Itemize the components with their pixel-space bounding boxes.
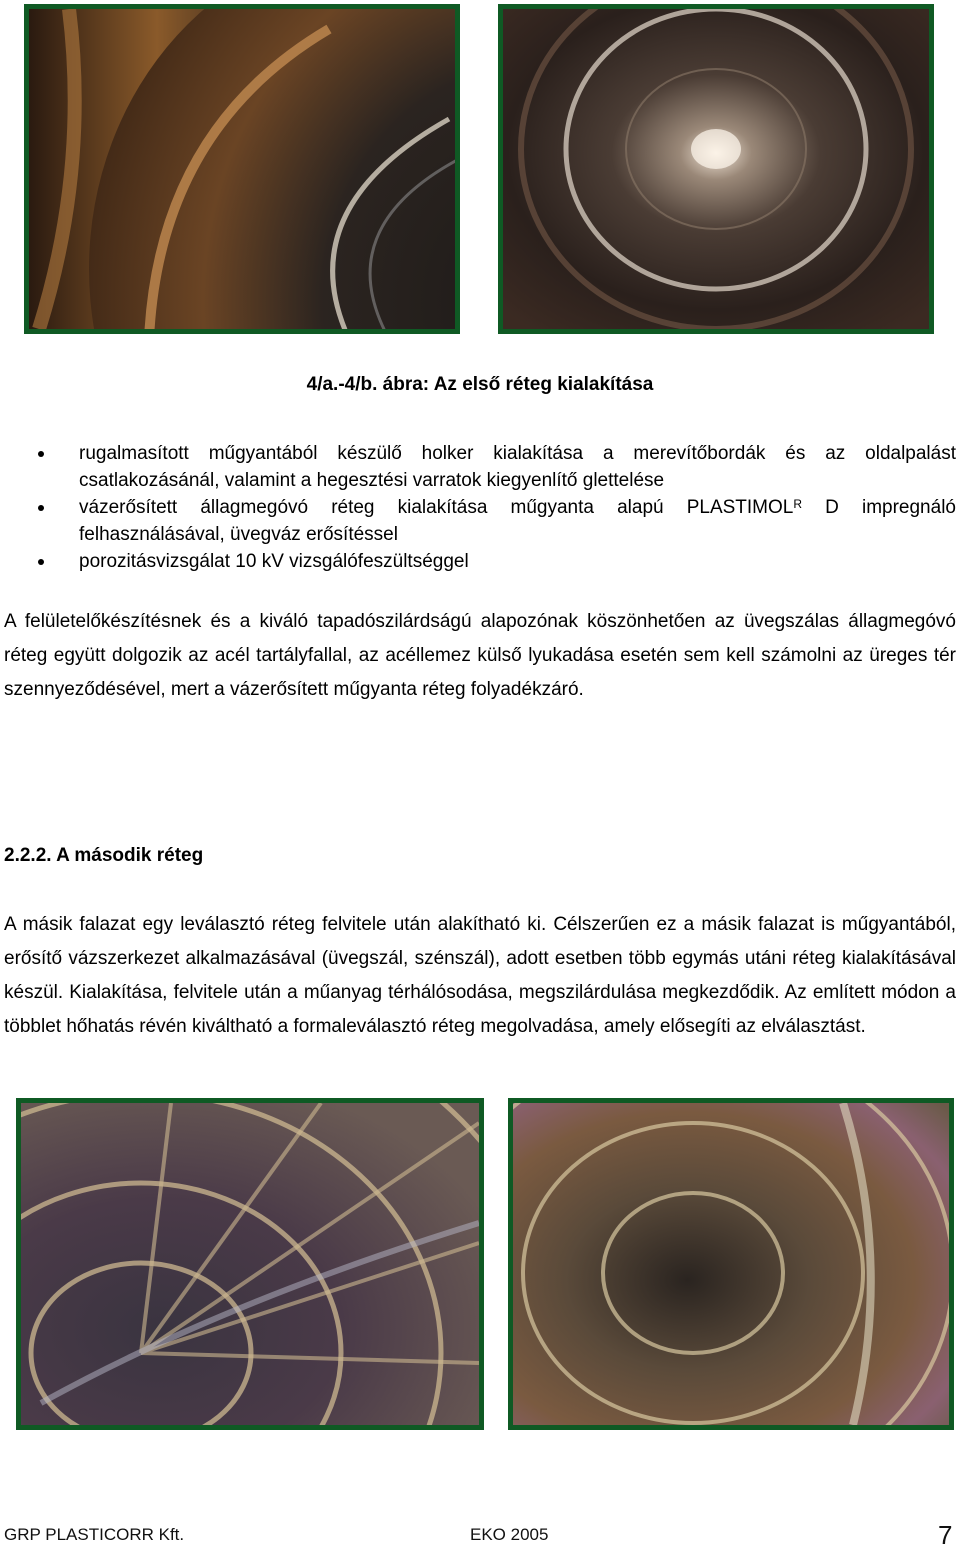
paragraph: A másik falazat egy leválasztó réteg felvitele után alakítható ki. Célszerűen ez a másik falazat is műgyantából, erősítő vázszerkezet alkalmazásával (üvegszál, szénszál), adott esetben több egymás utáni réteg kialakításával készül. Kialakítása, felvitele után a műanyag térhálósodása, megszilárdulása megkezdődik. Az említett módon a többlet hőhatás révén kiváltható a formaleválasztó réteg megolvadása, amely elősegíti az elválasztást. <box>4 914 956 1037</box>
footer-event: EKO 2005 <box>470 1525 549 1544</box>
page-number: 7 <box>938 1520 953 1550</box>
section-heading: 2.2.2. A második réteg <box>4 845 204 866</box>
photo-4a <box>24 4 460 334</box>
photo-4b-image <box>503 9 929 329</box>
superscript: R <box>793 497 803 511</box>
list-item <box>0 494 960 548</box>
bullet-icon <box>38 559 44 565</box>
list-item-text: rugalmasított műgyantából készülő holker kialakítása a merevítőbordák és az oldalpalást csatlakozásánál, valamint a hegesztési varratok kiegyenlítő glettelése <box>79 443 956 491</box>
photo-5a-image <box>21 1103 479 1425</box>
bullet-icon <box>38 451 44 457</box>
paragraph: A felületelőkészítésnek és a kiváló tapadószilárdságú alapozónak köszönhetően az üvegszálas állagmegóvó réteg együtt dolgozik az acél tartályfallal, az acéllemez külső lyukadása esetén sem kell számolni az üreges tér szennyeződésével, mert a vázerősített műgyanta réteg folyadékzáró. <box>4 611 956 700</box>
list-item <box>0 548 960 575</box>
bullet-list <box>0 440 960 575</box>
photo-4a-image <box>29 9 455 329</box>
bullet-icon <box>38 505 44 511</box>
list-item-text: porozitásvizsgálat 10 kV vizsgálófeszültséggel <box>79 551 469 572</box>
figure-caption: 4/a.-4/b. ábra: Az első réteg kialakítása <box>306 374 654 395</box>
list-item-text: D impregnáló felhasználásával, üvegváz erősítéssel <box>79 497 956 545</box>
photo-4b <box>498 4 934 334</box>
photo-5a <box>16 1098 484 1430</box>
photo-5b <box>508 1098 954 1430</box>
footer-company: GRP PLASTICORR Kft. <box>4 1525 185 1544</box>
list-item-text: vázerősített állagmegóvó réteg kialakítása műgyanta alapú PLASTIMOL <box>79 497 794 518</box>
photo-5b-image <box>513 1103 949 1425</box>
list-item <box>0 440 960 494</box>
